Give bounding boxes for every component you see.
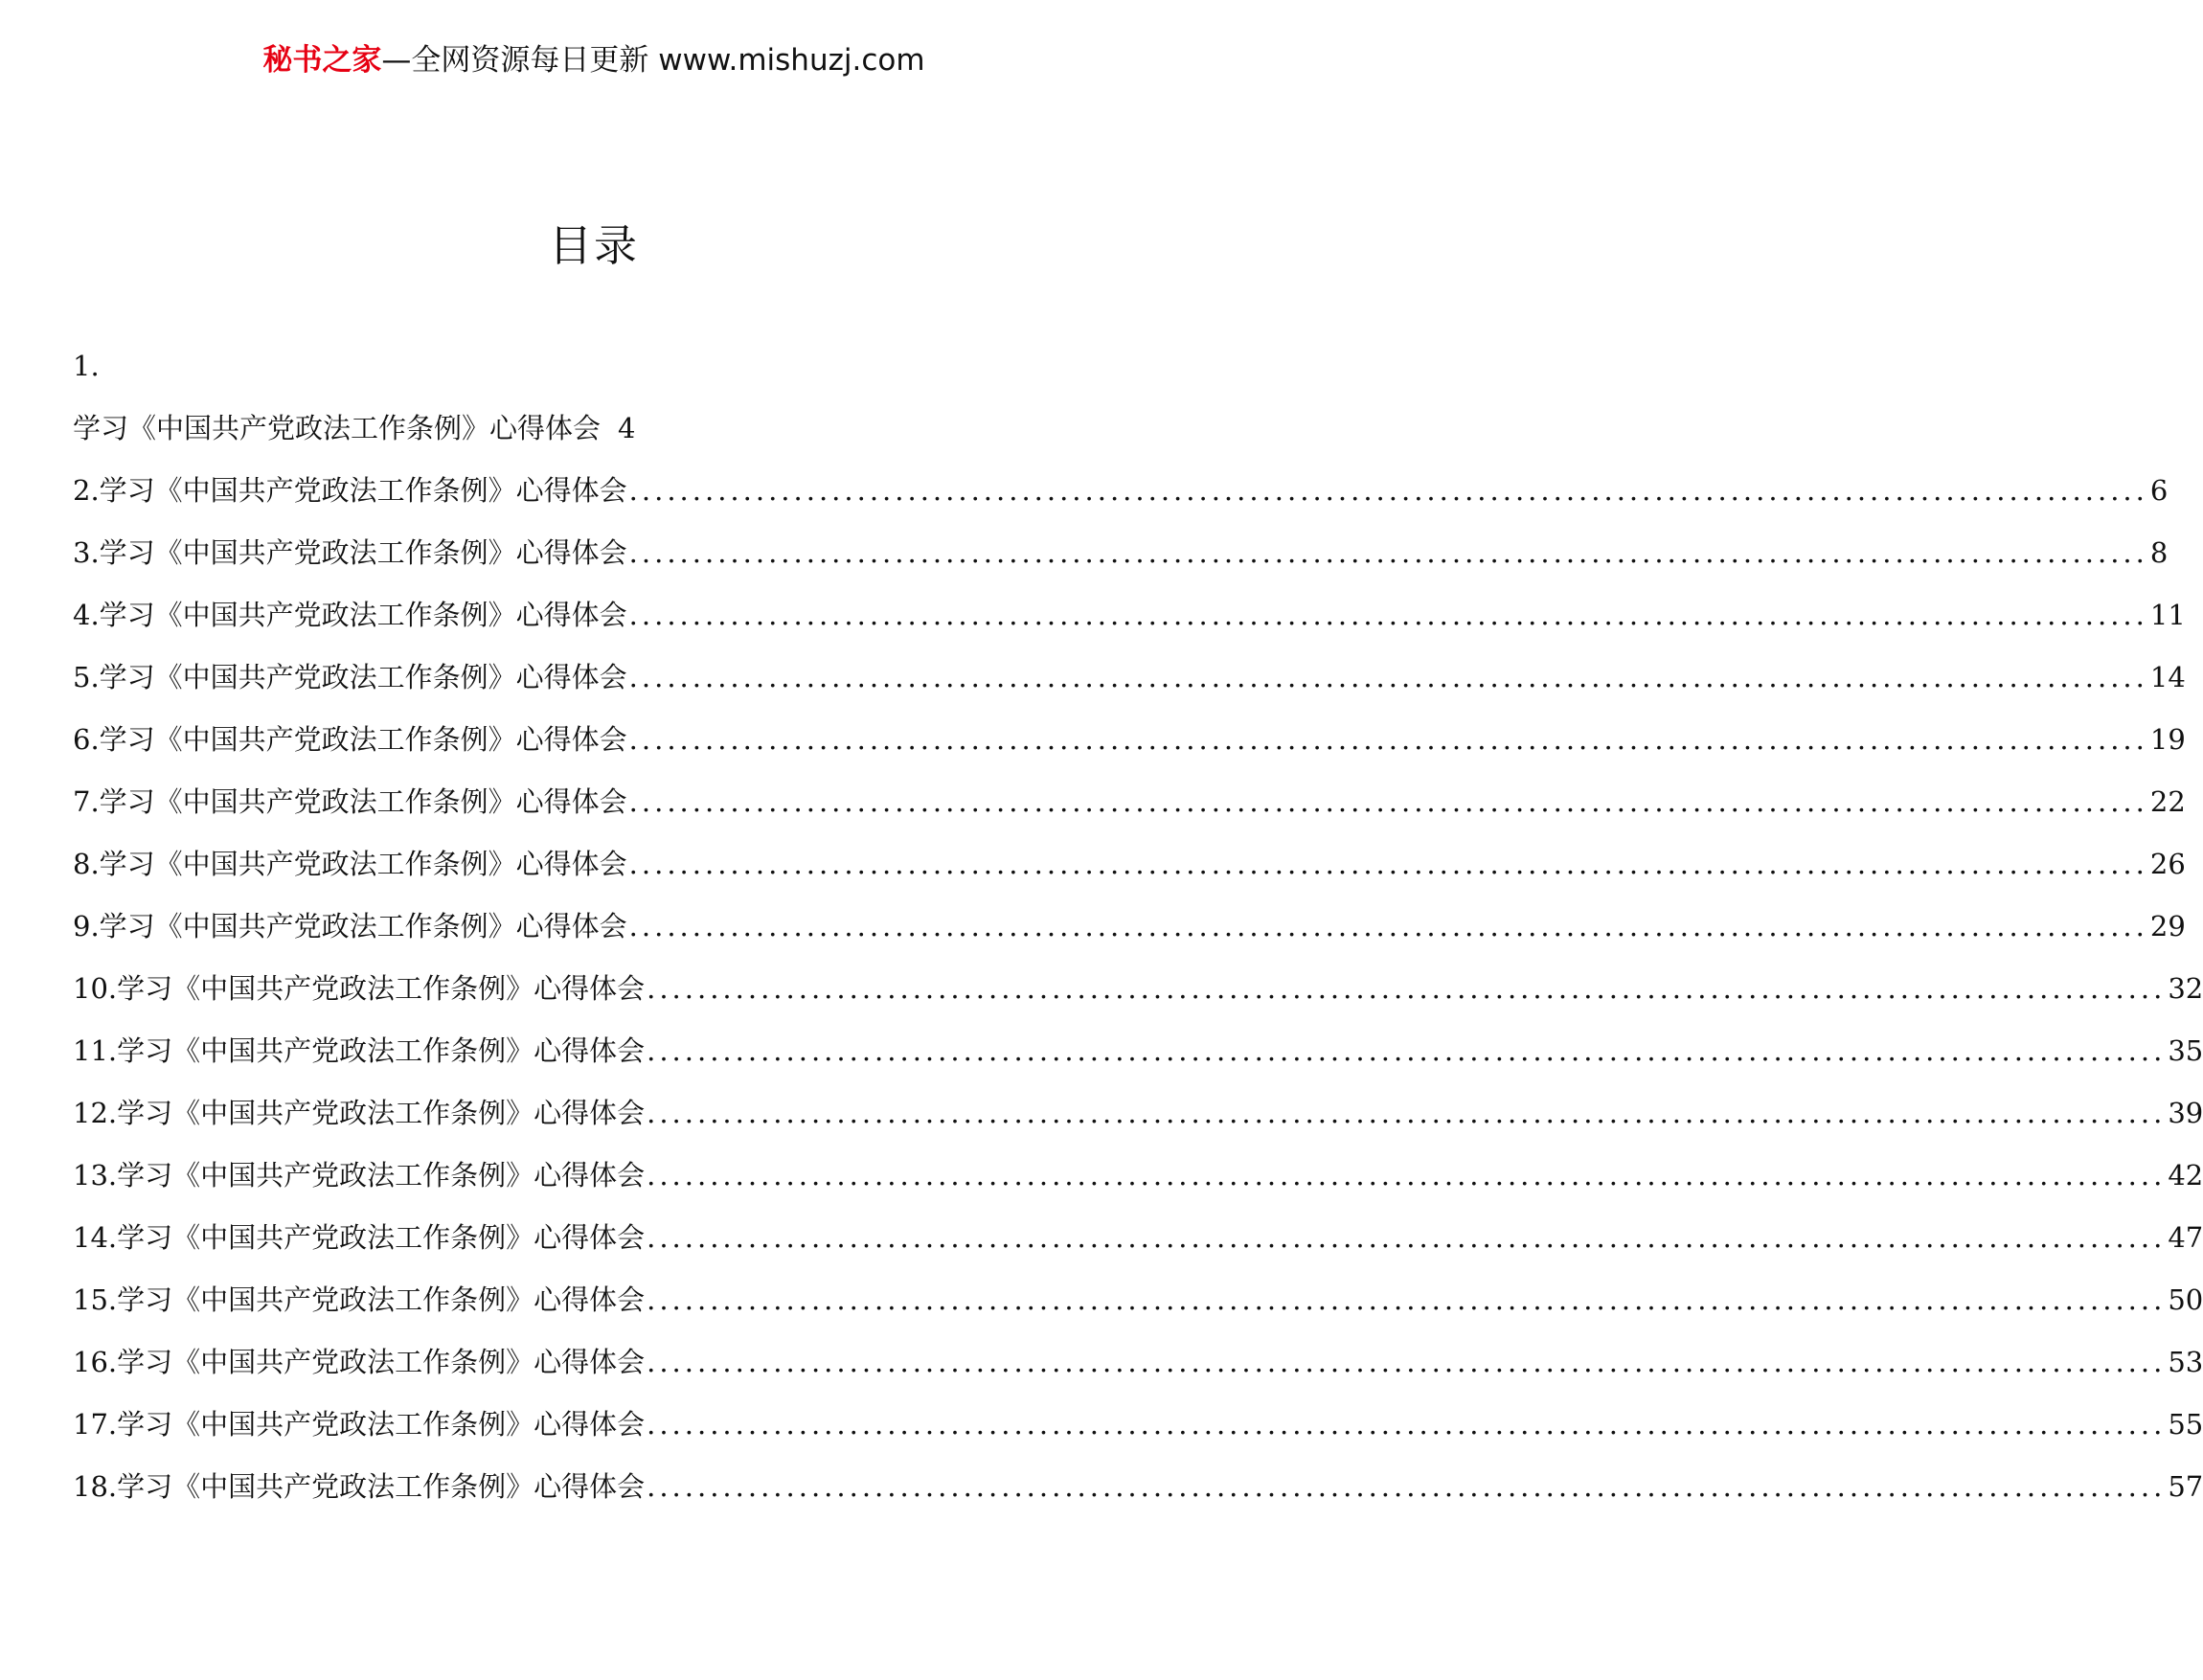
toc-entry[interactable]	[73, 647, 2186, 709]
toc-dot-leader: ........................................................................................................................	[628, 848, 2148, 880]
toc-entry-1-number[interactable]: 1.	[73, 350, 100, 382]
toc-entry-title: 17.学习《中国共产党政法工作条例》心得体会	[73, 1408, 646, 1441]
toc-entry-page: 26	[2149, 848, 2186, 880]
toc-entry-page: 47	[2168, 1221, 2203, 1254]
toc-entry-page: 32	[2168, 972, 2203, 1005]
toc-entry-page: 57	[2168, 1470, 2203, 1503]
toc-entry[interactable]	[73, 958, 2203, 1020]
toc-entry[interactable]	[73, 584, 2186, 647]
toc-entry-title: 8.学习《中国共产党政法工作条例》心得体会	[73, 848, 627, 880]
toc-entry-page: 19	[2149, 723, 2186, 756]
toc-entry-page: 11	[2149, 599, 2186, 631]
toc-entry[interactable]	[73, 1145, 2203, 1207]
header-tagline: —全网资源每日更新 www.mishuzj.com	[381, 43, 925, 78]
toc-entry-page: 22	[2149, 785, 2186, 818]
toc-dot-leader: ........................................................................................................................	[647, 972, 2167, 1005]
toc-entry-page: 35	[2168, 1034, 2203, 1067]
toc-entry-page: 55	[2168, 1408, 2203, 1441]
toc-list	[73, 460, 2203, 1518]
toc-dot-leader: ........................................................................................................................	[647, 1283, 2167, 1316]
toc-entry-title: 3.学习《中国共产党政法工作条例》心得体会	[73, 536, 627, 569]
toc-dot-leader: ........................................................................................................................	[647, 1470, 2167, 1503]
toc-entry[interactable]	[73, 896, 2186, 958]
toc-entry-title: 12.学习《中国共产党政法工作条例》心得体会	[73, 1097, 646, 1129]
toc-dot-leader: ........................................................................................................................	[647, 1346, 2167, 1378]
toc-dot-leader: ........................................................................................................................	[647, 1097, 2167, 1129]
toc-entry-title: 2.学习《中国共产党政法工作条例》心得体会	[73, 474, 627, 507]
toc-dot-leader: ........................................................................................................................	[647, 1221, 2167, 1254]
toc-entry[interactable]	[73, 1331, 2203, 1394]
toc-entry-page: 29	[2149, 910, 2186, 942]
toc-entry[interactable]	[73, 833, 2186, 896]
toc-dot-leader: ........................................................................................................................	[647, 1408, 2167, 1441]
toc-entry-title: 16.学习《中国共产党政法工作条例》心得体会	[73, 1346, 646, 1378]
toc-entry[interactable]	[73, 1269, 2203, 1331]
toc-dot-leader: ........................................................................................................................	[628, 723, 2148, 756]
toc-dot-leader: ........................................................................................................................	[628, 599, 2148, 631]
toc-entry[interactable]	[73, 522, 2169, 584]
toc-entry[interactable]	[73, 1456, 2203, 1518]
toc-dot-leader: ........................................................................................................................	[647, 1034, 2167, 1067]
toc-entry-title: 18.学习《中国共产党政法工作条例》心得体会	[73, 1470, 646, 1503]
brand-name: 秘书之家	[262, 43, 382, 78]
toc-entry-title: 9.学习《中国共产党政法工作条例》心得体会	[73, 910, 627, 942]
toc-entry-title: 14.学习《中国共产党政法工作条例》心得体会	[73, 1221, 646, 1254]
toc-entry-page: 39	[2168, 1097, 2203, 1129]
toc-entry-title: 7.学习《中国共产党政法工作条例》心得体会	[73, 785, 627, 818]
toc-entry-title: 4.学习《中国共产党政法工作条例》心得体会	[73, 599, 627, 631]
toc-entry-title: 13.学习《中国共产党政法工作条例》心得体会	[73, 1159, 646, 1192]
toc-entry-page: 8	[2149, 536, 2169, 569]
toc-dot-leader: ........................................................................................................................	[628, 910, 2148, 942]
toc-entry-page: 42	[2168, 1159, 2203, 1192]
toc-dot-leader: ........................................................................................................................	[628, 474, 2148, 507]
toc-entry-page: 14	[2149, 661, 2186, 693]
toc-entry-title: 10.学习《中国共产党政法工作条例》心得体会	[73, 972, 646, 1005]
toc-entry[interactable]	[73, 1207, 2203, 1269]
toc-entry-page: 6	[2149, 474, 2169, 507]
toc-entry-title: 5.学习《中国共产党政法工作条例》心得体会	[73, 661, 627, 693]
toc-entry-1[interactable]	[73, 397, 1115, 460]
toc-entry[interactable]	[73, 1394, 2203, 1456]
toc-entry-title: 6.学习《中国共产党政法工作条例》心得体会	[73, 723, 627, 756]
toc-dot-leader: ........................................................................................................................	[628, 661, 2148, 693]
toc-entry[interactable]	[73, 460, 2169, 522]
toc-entry-title: 15.学习《中国共产党政法工作条例》心得体会	[73, 1283, 646, 1316]
toc-entry-page: 53	[2168, 1346, 2203, 1378]
toc-entry[interactable]	[73, 1020, 2203, 1082]
toc-entry-page: 50	[2168, 1283, 2203, 1316]
toc-entry[interactable]	[73, 1082, 2203, 1145]
toc-entry-title: 11.学习《中国共产党政法工作条例》心得体会	[73, 1034, 646, 1067]
toc-entry[interactable]	[73, 709, 2186, 771]
table-of-contents	[73, 335, 2203, 1518]
toc-entry-1-title: 学习《中国共产党政法工作条例》心得体会	[73, 412, 602, 444]
site-header	[0, 36, 1188, 84]
toc-dot-leader: ........................................................................................................................	[647, 1159, 2167, 1192]
page-title: 目录	[548, 220, 639, 271]
toc-dot-leader: ........................................................................................................................	[628, 785, 2148, 818]
toc-entry[interactable]	[73, 771, 2186, 833]
toc-entry-1-page: 4	[618, 412, 636, 444]
toc-dot-leader: ........................................................................................................................	[628, 536, 2148, 569]
